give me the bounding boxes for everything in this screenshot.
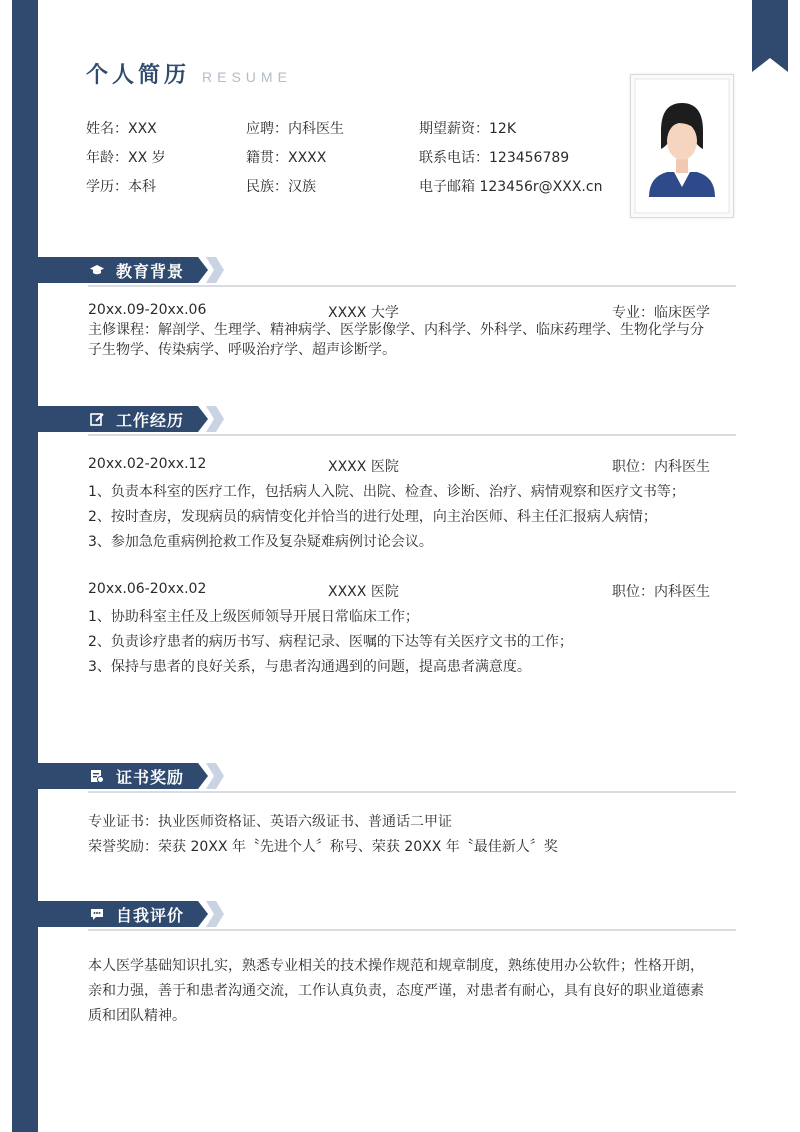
section-divider [88,929,736,931]
self-evaluation-line: 质和团队精神。 [88,1008,186,1024]
job-employer: XXXX 医院 [328,584,399,600]
job-2-header [88,581,718,601]
education-major: 专业：临床医学 [612,305,710,321]
section-divider [88,791,736,793]
page-subtitle: RESUME [202,69,292,85]
section-education-header [38,257,736,287]
job-duty: 1、协助科室主任及上级医师领导开展日常临床工作； [88,609,419,625]
info-position: 应聘：内科医生 [246,121,344,137]
info-education: 学历：本科 [86,179,156,195]
courses-line-2: 子生物学、传染病学、呼吸治疗学、超声诊断学。 [88,342,396,358]
courses-line-1: 主修课程：解剖学、生理学、精神病学、医学影像学、内科学、外科学、临床药理学、生物化学与分 [88,322,704,338]
job-role: 职位：内科医生 [612,584,710,600]
section-title: 证书奖励 [116,768,185,787]
info-phone: 联系电话：123456789 [419,150,570,166]
info-age: 年龄：XX 岁 [86,150,166,166]
section-work-header [38,406,736,436]
left-accent-bar [12,0,38,1132]
section-self-header [38,901,736,931]
page-title: 个人简历 [86,63,191,88]
profile-photo [630,74,734,218]
info-name: 姓名：XXX [86,121,157,137]
section-divider [88,285,736,287]
info-email: 电子邮箱 123456r@XXX.cn [419,179,603,195]
job-duty: 3、保持与患者的良好关系，与患者沟通遇到的问题，提高患者满意度。 [88,659,531,675]
chat-bubble-icon [90,907,104,921]
section-awards-header [38,763,736,793]
personal-info [86,118,626,208]
job-role: 职位：内科医生 [612,459,710,475]
edit-icon [90,412,104,426]
certificates: 专业证书：执业医师资格证、英语六级证书、普通话二甲证 [88,814,452,830]
job-duty: 2、按时查房，发现病员的病情变化并恰当的进行处理，向主治医师、科主任汇报病人病情； [88,509,657,525]
resume-header [86,58,292,89]
job-duty: 2、负责诊疗患者的病历书写、病程记录、医嘱的下达等有关医疗文书的工作； [88,634,573,650]
education-courses [88,320,736,360]
bookmark-ribbon [752,0,788,72]
certificate-icon [90,769,104,783]
section-divider [88,434,736,436]
job-duty: 1、负责本科室的医疗工作，包括病人入院、出院、检查、诊断、治疗、病情观察和医疗文书等； [88,484,685,500]
job-period: 20xx.06-20xx.02 [88,581,207,597]
education-school: XXXX 大学 [328,305,399,321]
education-period: 20xx.09-20xx.06 [88,302,207,318]
graduation-cap-icon [90,263,104,277]
info-ethnicity: 民族：汉族 [246,179,316,195]
job-duty: 3、参加急危重病例抢救工作及复杂疑难病例讨论会议。 [88,534,433,550]
self-evaluation-line: 本人医学基础知识扎实，熟悉专业相关的技术操作规范和规章制度，熟练使用办公软件；性格开朗， [88,958,704,974]
job-period: 20xx.02-20xx.12 [88,456,207,472]
section-title: 教育背景 [116,262,185,281]
job-employer: XXXX 医院 [328,459,399,475]
education-entry [88,302,718,322]
honors: 荣誉奖励：荣获 20XX 年〝先进个人〞称号、荣获 20XX 年〝最佳新人〞奖 [88,839,558,855]
job-1-header [88,456,718,476]
info-salary: 期望薪资：12K [419,121,516,137]
section-title: 工作经历 [116,411,185,430]
info-hometown: 籍贯：XXXX [246,150,327,166]
avatar-illustration [631,75,733,217]
section-title: 自我评价 [116,906,185,925]
self-evaluation-line: 亲和力强，善于和患者沟通交流，工作认真负责，态度严谨，对患者有耐心，具有良好的职业道德素 [88,983,704,999]
